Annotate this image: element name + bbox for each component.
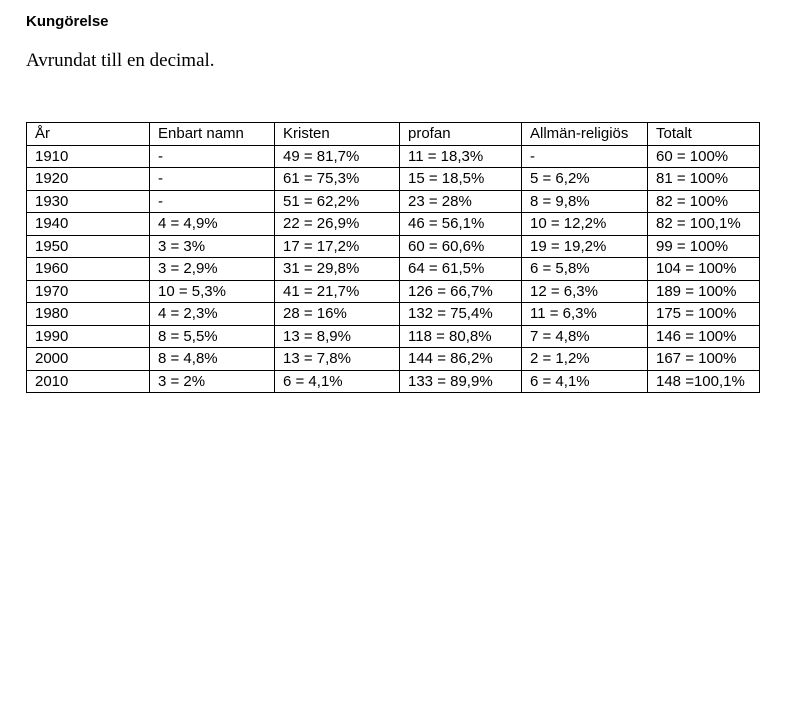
cell-name-only: 8 = 5,5% xyxy=(150,325,275,348)
cell-profane: 118 = 80,8% xyxy=(400,325,522,348)
table-row xyxy=(27,190,760,213)
cell-total: 104 = 100% xyxy=(648,258,760,281)
cell-year: 1910 xyxy=(27,145,150,168)
cell-christian: 61 = 75,3% xyxy=(275,168,400,191)
cell-name-only: - xyxy=(150,190,275,213)
table-row xyxy=(27,168,760,191)
header-general-religious: Allmän-religiös xyxy=(522,123,648,146)
cell-name-only: 4 = 2,3% xyxy=(150,303,275,326)
cell-year: 1980 xyxy=(27,303,150,326)
cell-total: 99 = 100% xyxy=(648,235,760,258)
table-row xyxy=(27,213,760,236)
table-row xyxy=(27,348,760,371)
cell-christian: 51 = 62,2% xyxy=(275,190,400,213)
cell-total: 60 = 100% xyxy=(648,145,760,168)
cell-year: 1930 xyxy=(27,190,150,213)
cell-total: 82 = 100,1% xyxy=(648,213,760,236)
cell-profane: 64 = 61,5% xyxy=(400,258,522,281)
table-row xyxy=(27,280,760,303)
cell-total: 175 = 100% xyxy=(648,303,760,326)
cell-profane: 46 = 56,1% xyxy=(400,213,522,236)
cell-name-only: 3 = 2% xyxy=(150,370,275,393)
header-profane: profan xyxy=(400,123,522,146)
cell-year: 1920 xyxy=(27,168,150,191)
cell-profane: 133 = 89,9% xyxy=(400,370,522,393)
cell-christian: 22 = 26,9% xyxy=(275,213,400,236)
table-header-row xyxy=(27,123,760,146)
cell-profane: 132 = 75,4% xyxy=(400,303,522,326)
cell-profane: 144 = 86,2% xyxy=(400,348,522,371)
cell-profane: 23 = 28% xyxy=(400,190,522,213)
header-christian: Kristen xyxy=(275,123,400,146)
cell-total: 189 = 100% xyxy=(648,280,760,303)
header-total: Totalt xyxy=(648,123,760,146)
cell-general-religious: - xyxy=(522,145,648,168)
cell-profane: 60 = 60,6% xyxy=(400,235,522,258)
cell-name-only: - xyxy=(150,168,275,191)
cell-christian: 13 = 8,9% xyxy=(275,325,400,348)
cell-total: 167 = 100% xyxy=(648,348,760,371)
cell-total: 146 = 100% xyxy=(648,325,760,348)
cell-name-only: 10 = 5,3% xyxy=(150,280,275,303)
cell-christian: 41 = 21,7% xyxy=(275,280,400,303)
cell-total: 82 = 100% xyxy=(648,190,760,213)
statistics-table xyxy=(26,122,760,393)
table-row xyxy=(27,370,760,393)
cell-general-religious: 2 = 1,2% xyxy=(522,348,648,371)
cell-name-only: - xyxy=(150,145,275,168)
header-year: År xyxy=(27,123,150,146)
table-row xyxy=(27,258,760,281)
cell-year: 1970 xyxy=(27,280,150,303)
cell-profane: 126 = 66,7% xyxy=(400,280,522,303)
cell-christian: 31 = 29,8% xyxy=(275,258,400,281)
cell-general-religious: 8 = 9,8% xyxy=(522,190,648,213)
cell-christian: 28 = 16% xyxy=(275,303,400,326)
cell-general-religious: 12 = 6,3% xyxy=(522,280,648,303)
cell-christian: 49 = 81,7% xyxy=(275,145,400,168)
cell-year: 2010 xyxy=(27,370,150,393)
cell-profane: 11 = 18,3% xyxy=(400,145,522,168)
cell-christian: 17 = 17,2% xyxy=(275,235,400,258)
cell-general-religious: 6 = 4,1% xyxy=(522,370,648,393)
table-row xyxy=(27,325,760,348)
table-row xyxy=(27,145,760,168)
cell-general-religious: 19 = 19,2% xyxy=(522,235,648,258)
cell-general-religious: 11 = 6,3% xyxy=(522,303,648,326)
cell-year: 1990 xyxy=(27,325,150,348)
table-row xyxy=(27,303,760,326)
cell-profane: 15 = 18,5% xyxy=(400,168,522,191)
cell-total: 148 =100,1% xyxy=(648,370,760,393)
cell-year: 1950 xyxy=(27,235,150,258)
document-heading: Kungörelse xyxy=(26,13,109,30)
cell-general-religious: 7 = 4,8% xyxy=(522,325,648,348)
cell-christian: 6 = 4,1% xyxy=(275,370,400,393)
cell-year: 1960 xyxy=(27,258,150,281)
header-name-only: Enbart namn xyxy=(150,123,275,146)
cell-year: 2000 xyxy=(27,348,150,371)
cell-name-only: 4 = 4,9% xyxy=(150,213,275,236)
cell-name-only: 8 = 4,8% xyxy=(150,348,275,371)
cell-general-religious: 10 = 12,2% xyxy=(522,213,648,236)
cell-name-only: 3 = 3% xyxy=(150,235,275,258)
cell-total: 81 = 100% xyxy=(648,168,760,191)
rounding-note: Avrundat till en decimal. xyxy=(26,50,215,71)
cell-name-only: 3 = 2,9% xyxy=(150,258,275,281)
cell-general-religious: 6 = 5,8% xyxy=(522,258,648,281)
cell-year: 1940 xyxy=(27,213,150,236)
table-row xyxy=(27,235,760,258)
cell-christian: 13 = 7,8% xyxy=(275,348,400,371)
cell-general-religious: 5 = 6,2% xyxy=(522,168,648,191)
